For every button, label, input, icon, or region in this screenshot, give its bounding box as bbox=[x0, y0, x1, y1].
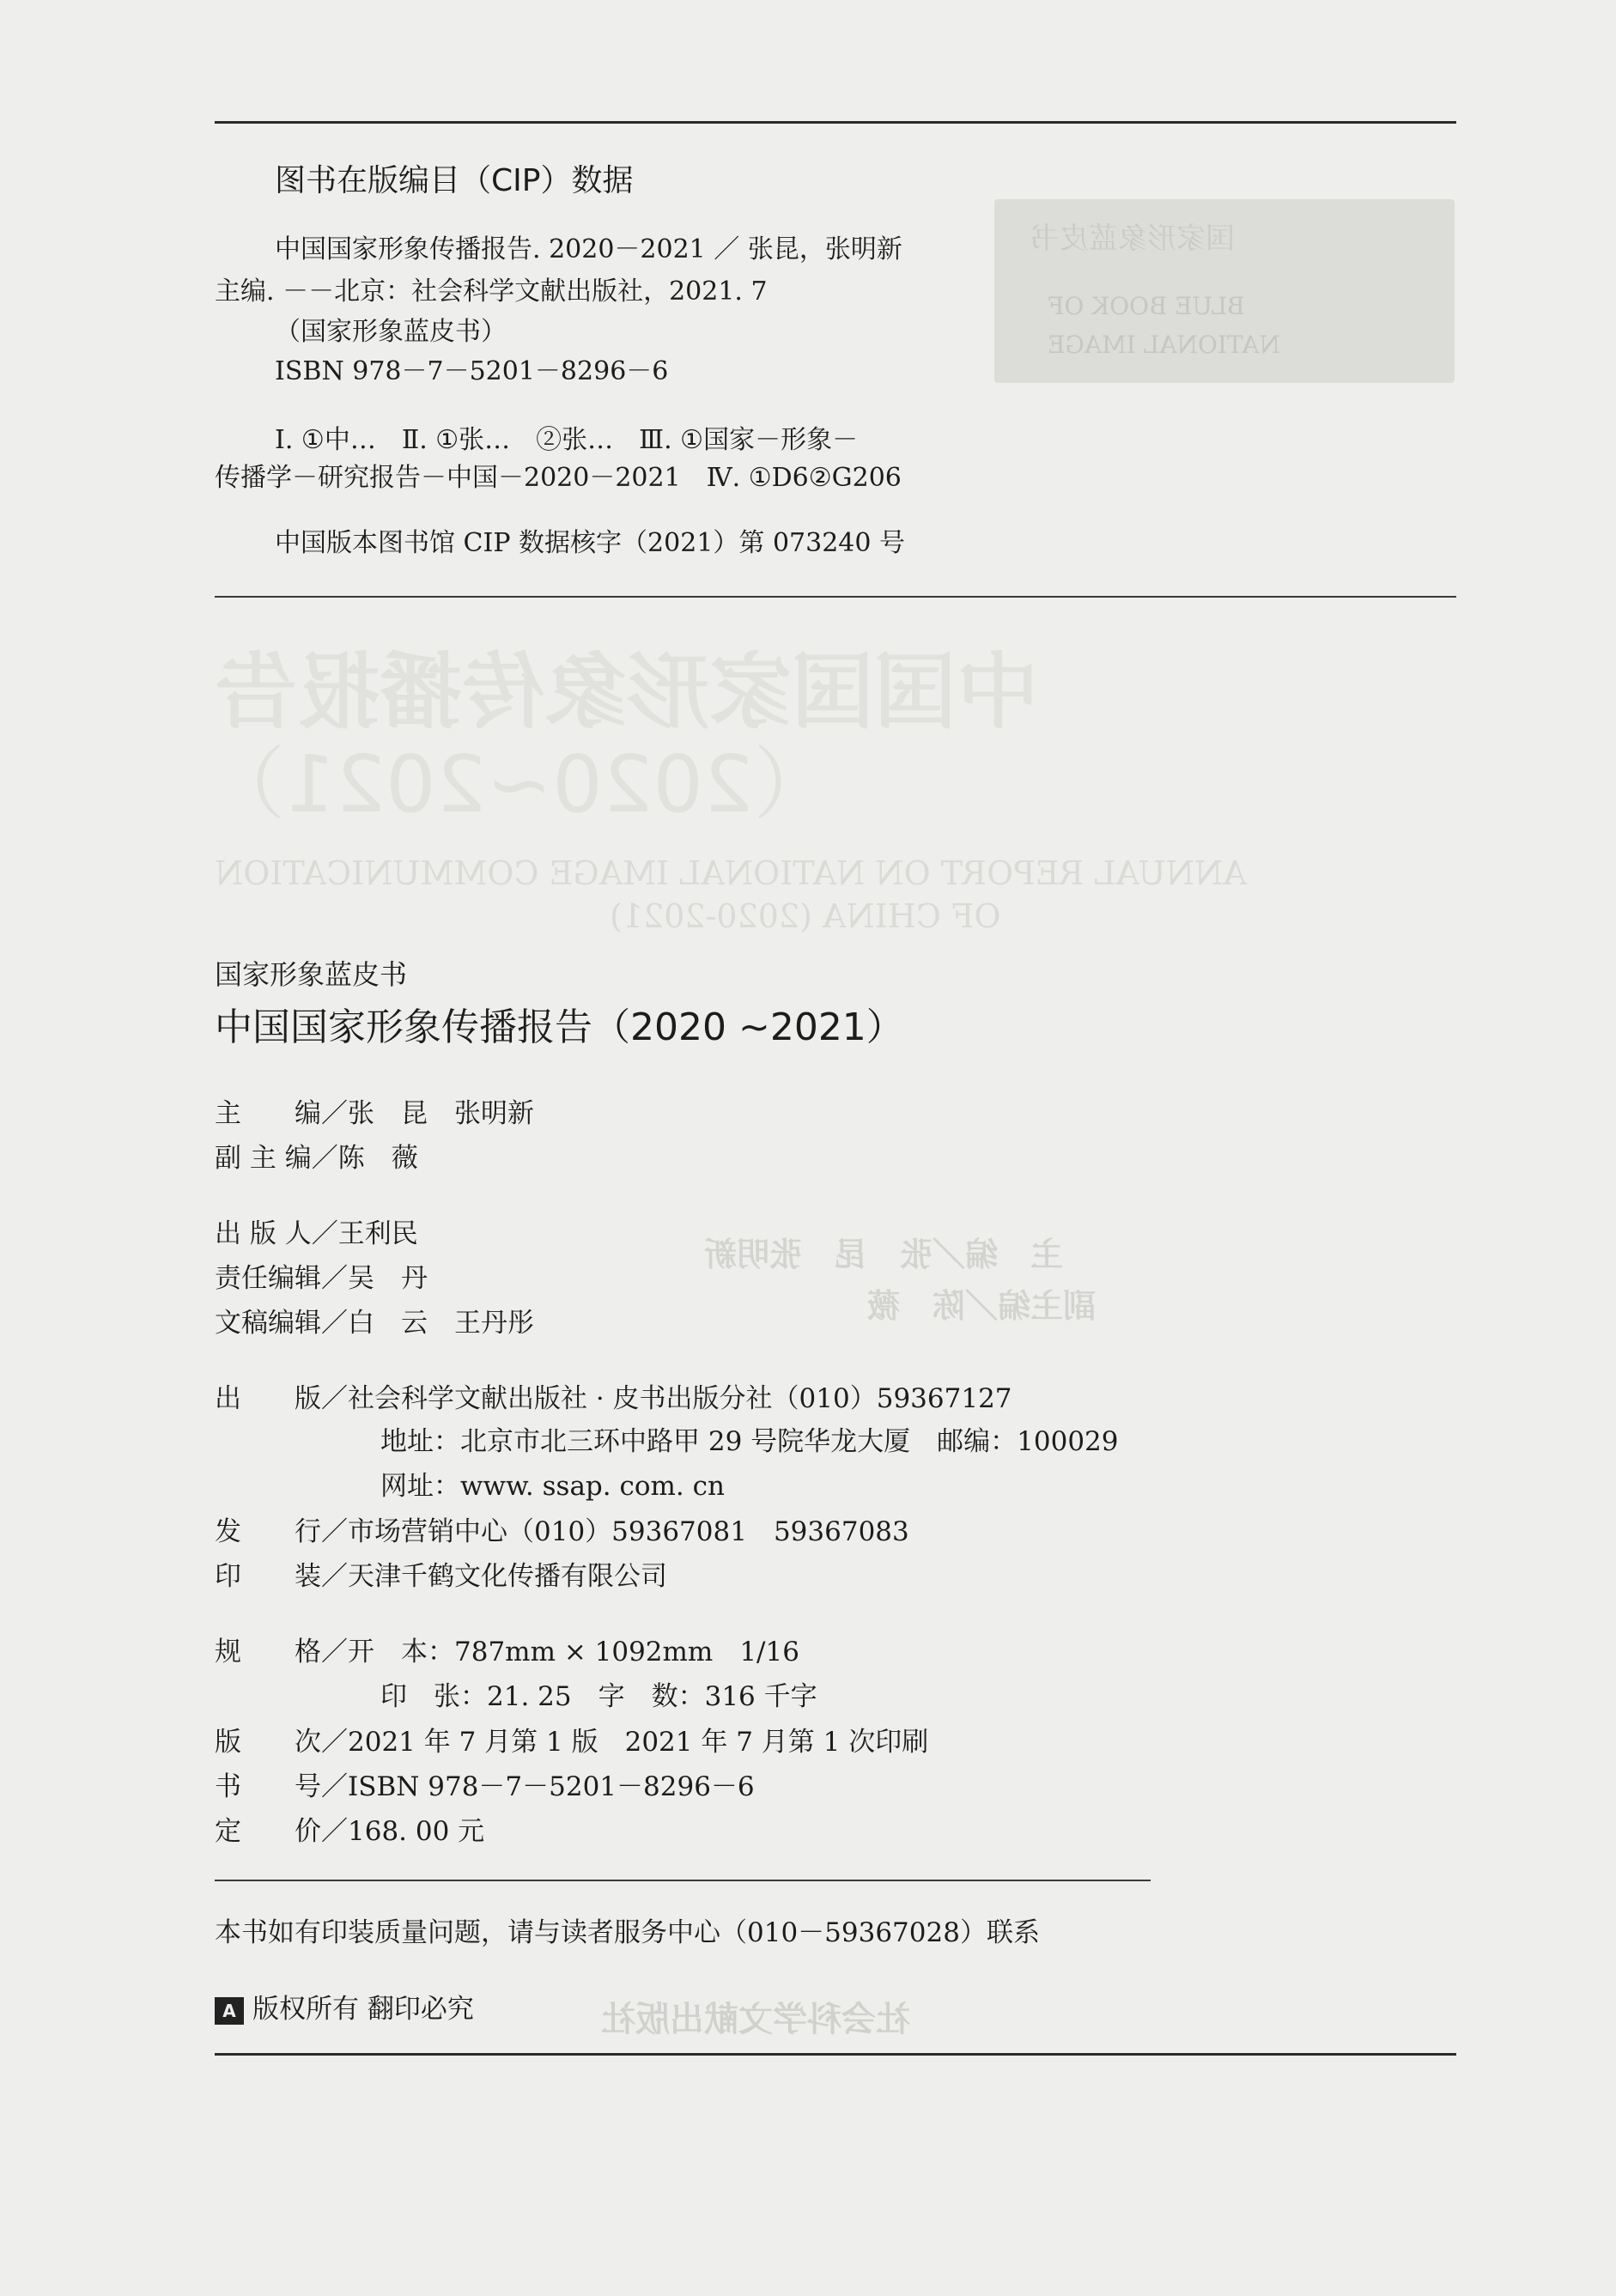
isbn-row bbox=[215, 1771, 755, 1803]
ghost-cn-year: （2020~2021） bbox=[206, 738, 833, 830]
footer-short-rule bbox=[215, 1880, 1151, 1881]
publish-value: 社会科学文献出版社 · 皮书出版分社（010）59367127 bbox=[348, 1383, 1012, 1414]
quality-notice: 本书如有印装质量问题，请与读者服务中心（010－59367028）联系 bbox=[215, 1917, 1040, 1948]
top-rule bbox=[215, 121, 1456, 124]
distribute-value: 市场营销中心（010）59367081 59367083 bbox=[348, 1516, 909, 1547]
price-label: 定 价／ bbox=[215, 1816, 348, 1847]
ghost-editor-2: 副主编／陈 薇 bbox=[867, 1287, 1097, 1325]
cip-line-4: ISBN 978－7－5201－8296－6 bbox=[275, 356, 669, 386]
spec-row-2: 印 张：21. 25 字 数：316 千字 bbox=[380, 1681, 817, 1712]
credit-chief-editor bbox=[215, 1097, 534, 1130]
credit-copy-editor bbox=[215, 1307, 534, 1339]
spec-label: 规 格／ bbox=[215, 1637, 348, 1667]
price-row bbox=[215, 1815, 484, 1848]
cip-line-7: 中国版本图书馆 CIP 数据核字（2021）第 073240 号 bbox=[275, 528, 906, 558]
print-row bbox=[215, 1560, 667, 1593]
ghost-badge-text-3: NATIONAL IMAGE bbox=[1048, 331, 1280, 359]
credit-value: 王利民 bbox=[337, 1218, 418, 1249]
credit-publisher bbox=[215, 1218, 418, 1250]
print-value: 天津千鹤文化传播有限公司 bbox=[348, 1561, 667, 1592]
ghost-publisher-logo: 社会科学文献出版社 bbox=[601, 2000, 910, 2039]
print-label: 印 装／ bbox=[215, 1561, 348, 1592]
ghost-editor-1: 主 编／张 昆 张明新 bbox=[704, 1236, 1064, 1273]
rights-text: 版权所有 翻印必究 bbox=[252, 1994, 474, 2025]
publish-label: 出 版／ bbox=[215, 1383, 348, 1414]
ghost-en-line1: ANNUAL REPORT ON NATIONAL IMAGE COMMUNICATION bbox=[215, 854, 1247, 892]
book-series: 国家形象蓝皮书 bbox=[215, 958, 408, 991]
publish-row bbox=[215, 1382, 1012, 1415]
credit-label: 文稿编辑／ bbox=[215, 1308, 348, 1339]
spec-row bbox=[215, 1636, 799, 1668]
credit-label: 责任编辑／ bbox=[215, 1263, 348, 1294]
publish-address: 地址：北京市北三环中路甲 29 号院华龙大厦 邮编：100029 bbox=[380, 1426, 1119, 1457]
credit-deputy-editor bbox=[215, 1142, 418, 1175]
edition-label: 版 次／ bbox=[215, 1727, 348, 1758]
cip-bottom-rule bbox=[215, 596, 1456, 598]
isbn-value: ISBN 978－7－5201－8296－6 bbox=[348, 1771, 755, 1802]
ghost-badge-text-2: BLUE BOOK OF bbox=[1048, 292, 1245, 320]
isbn-label: 书 号／ bbox=[215, 1771, 348, 1802]
credit-label: 出 版 人／ bbox=[215, 1218, 338, 1249]
credit-label: 主 编／ bbox=[215, 1098, 348, 1129]
credit-value: 吴 丹 bbox=[348, 1263, 428, 1294]
cip-line-2: 主编. －－北京：社会科学文献出版社，2021. 7 bbox=[215, 276, 768, 307]
bottom-rule bbox=[215, 2053, 1456, 2056]
cip-line-3: （国家形象蓝皮书） bbox=[275, 317, 507, 347]
credit-label: 副 主 编／ bbox=[215, 1143, 338, 1174]
distribute-label: 发 行／ bbox=[215, 1516, 348, 1547]
ghost-en-line2: OF CHINA (2020-2021) bbox=[610, 897, 1001, 935]
cip-line-5: Ⅰ. ①中… Ⅱ. ①张… ②张… Ⅲ. ①国家－形象－ bbox=[275, 425, 859, 455]
publish-website: 网址：www. ssap. com. cn bbox=[380, 1471, 725, 1502]
spec-value: 开 本：787mm × 1092mm 1/16 bbox=[348, 1637, 799, 1667]
credit-value: 陈 薇 bbox=[337, 1143, 418, 1174]
cip-line-6: 传播学－研究报告－中国－2020－2021 Ⅳ. ①D6②G206 bbox=[215, 463, 902, 493]
cip-title: 图书在版编目（CIP）数据 bbox=[275, 163, 634, 198]
price-value: 168. 00 元 bbox=[348, 1816, 485, 1847]
distribute-row bbox=[215, 1515, 909, 1548]
ghost-badge-text-1: 国家形象蓝皮书 bbox=[1030, 222, 1235, 256]
cip-line-1: 中国国家形象传播报告. 2020－2021 ／ 张昆，张明新 bbox=[275, 234, 902, 264]
credit-responsible-editor bbox=[215, 1262, 428, 1295]
edition-row bbox=[215, 1726, 928, 1758]
credit-value: 白 云 王丹彤 bbox=[348, 1308, 534, 1339]
publisher-logo-icon: A bbox=[215, 1997, 244, 2025]
book-title: 中国国家形象传播报告（2020 ~2021） bbox=[215, 1005, 904, 1049]
credit-value: 张 昆 张明新 bbox=[348, 1098, 534, 1129]
edition-value: 2021 年 7 月第 1 版 2021 年 7 月第 1 次印刷 bbox=[348, 1727, 929, 1758]
ghost-cn-title: 中国国家形象传播报告 bbox=[215, 644, 1039, 740]
rights-line bbox=[215, 1993, 474, 2026]
